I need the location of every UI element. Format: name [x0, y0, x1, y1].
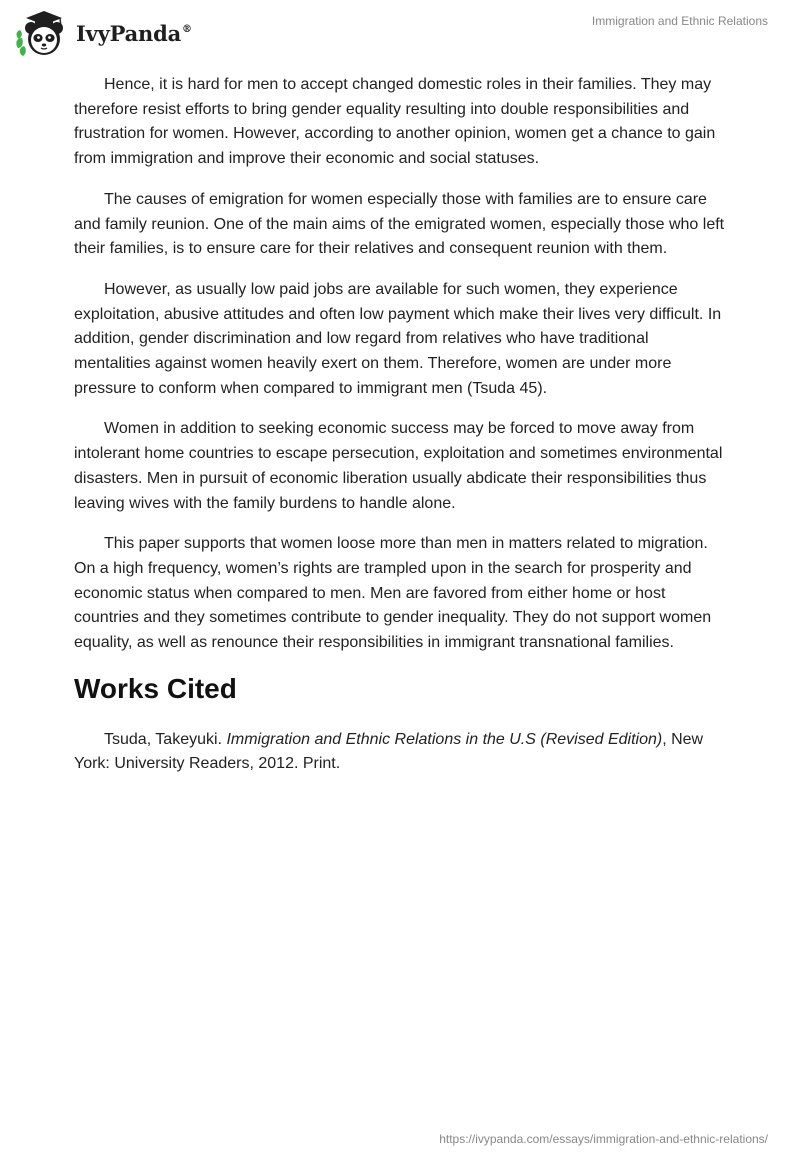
source-url[interactable]: https://ivypanda.com/essays/immigration-and-ethnic-relations/ [439, 1132, 768, 1146]
body-paragraph-4: Women in addition to seeking economic success may be forced to move away from intolerant home countries to escape persecution, exploitation and sometimes environmental disasters. Men in pursuit of economic liberation usually abdicate their responsibilities thus leaving wives with the family burdens to handle alone. [74, 420, 723, 512]
citation-title: Immigration and Ethnic Relations in the U.S (Revised Edition) [226, 730, 663, 748]
brand-wordmark [76, 21, 192, 46]
body-paragraph-3: However, as usually low paid jobs are available for such women, they experience exploitation, abusive attitudes and often low payment which make their lives very difficult. In addition, gender discrimination and low regard from relatives who have traditional mentalities against women heavily exert on them. Therefore, women are under more pressure to conform when compared to immigrant men (Tsuda 45). [74, 280, 722, 397]
works-cited-heading: Works Cited [74, 672, 237, 704]
citation-author: Tsuda, Takeyuki. [104, 730, 227, 748]
essay-content [74, 73, 726, 777]
ivypanda-logo[interactable] [14, 8, 214, 58]
registered-mark: ® [182, 24, 192, 35]
panda-graduate-icon [14, 8, 72, 58]
body-paragraph-5: This paper supports that women loose more than men in matters related to migration. On a high frequency, women’s rights are trampled upon in the search for prosperity and economic status when compared to men. Men are favored from either home or host countries and they sometimes contribute to gender inequality. They do not support women equality, as well as renounce their responsibilities in immigrant transnational families. [74, 535, 712, 652]
body-paragraph-2: The causes of emigration for women especially those with families are to ensure care and family reunion. One of the main aims of the emigrated women, especially those who left their families, is to ensure care for their relatives and consequent reunion with them. [74, 190, 725, 258]
citation-publication: , New York: University Readers, 2012. Print. [74, 730, 704, 773]
brand-name: IvyPanda [76, 21, 182, 46]
citation-entry [74, 728, 726, 777]
document-title: Immigration and Ethnic Relations [591, 14, 768, 28]
page-header [0, 0, 800, 64]
body-paragraph-1: Hence, it is hard for men to accept changed domestic roles in their families. They may therefore resist efforts to bring gender equality resulting into double responsibilities and frustration for women. However, according to another opinion, women get a chance to gain from immigration and improve their economic and social statuses. [74, 76, 716, 168]
